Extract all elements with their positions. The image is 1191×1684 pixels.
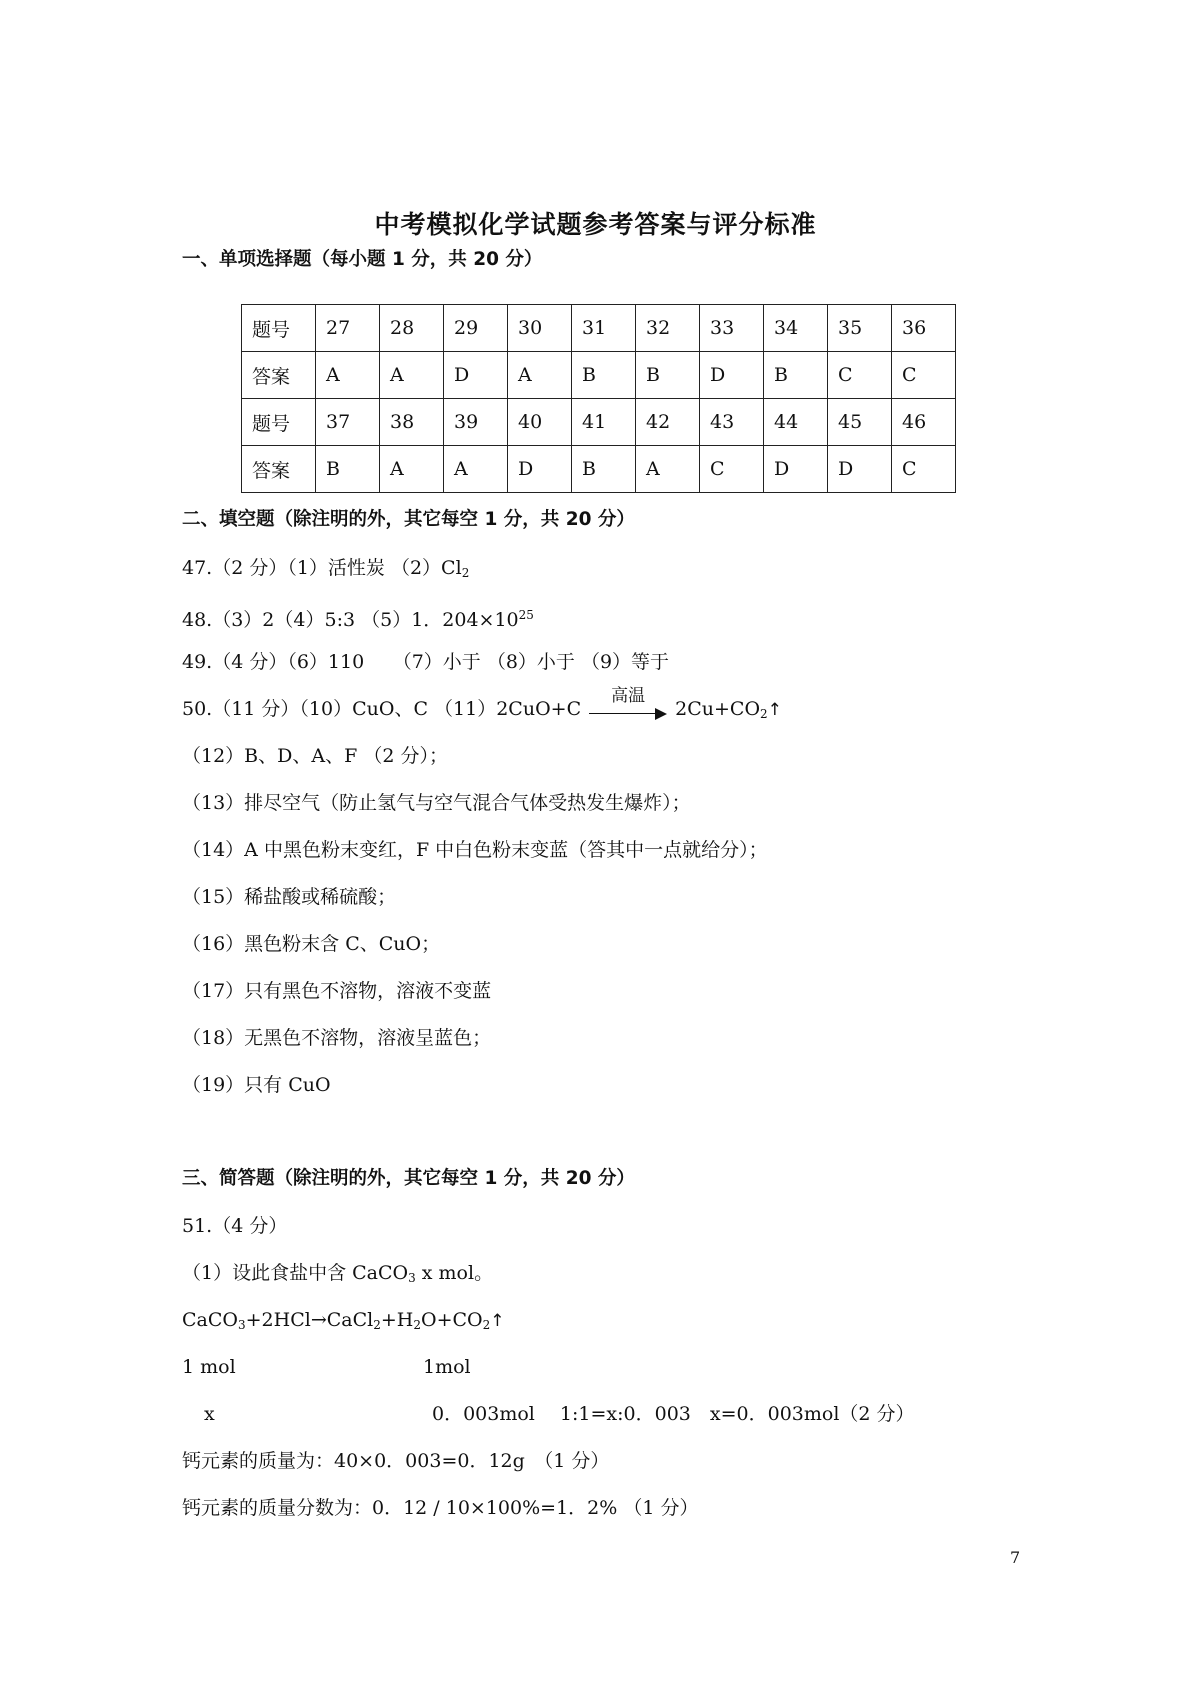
question-number: 30 [508,305,572,352]
equation-part: CaCO [182,1309,238,1331]
question-number: 27 [316,305,380,352]
page-number: 7 [1010,1548,1021,1567]
table-row-answers-1 [242,352,956,399]
gas-arrow-icon: ↑ [767,700,782,720]
answer-cell: C [828,352,892,399]
section-1-heading: 一、单项选择题（每小题 1 分，共 20 分） [182,249,543,270]
table-row-numbers-1 [242,305,956,352]
arrow-shaft [589,713,657,714]
answer-cell: B [764,352,828,399]
answer-cell: A [380,352,444,399]
row-label-answer: 答案 [242,446,316,493]
answer-cell: B [316,446,380,493]
question-number: 33 [700,305,764,352]
page-title: 中考模拟化学试题参考答案与评分标准 [374,210,817,239]
superscript: 25 [518,608,534,622]
answer-50-products: 2Cu+CO [675,698,761,720]
answer-51: 51.（4 分） [182,1215,288,1237]
row-label-number: 题号 [242,305,316,352]
answer-48-text: 48.（3）2（4）5:3 （5）1．204×10 [182,609,519,631]
answer-50-reactants: 50.（11 分）（10）CuO、C （11）2CuO+C [182,698,582,720]
question-number: 28 [380,305,444,352]
question-number: 35 [828,305,892,352]
ratio-left-bottom: x [204,1403,215,1425]
subscript: 2 [461,566,470,580]
answer-cell: B [572,446,636,493]
answer-line: （15）稀盐酸或稀硫酸； [182,886,397,908]
answer-49: 49.（4 分）（6）110 （7）小于 （8）小于 （9）等于 [182,651,670,673]
answer-cell: D [828,446,892,493]
equation-part: +H [380,1309,414,1331]
answer-cell: D [508,446,572,493]
answer-50 [182,686,782,726]
row-label-number: 题号 [242,399,316,446]
question-number: 39 [444,399,508,446]
question-number: 36 [892,305,956,352]
subscript: 2 [413,1318,421,1332]
answer-cell: C [700,446,764,493]
question-number: 38 [380,399,444,446]
answer-cell: A [316,352,380,399]
subscript: 2 [482,1318,491,1332]
question-number: 42 [636,399,700,446]
setup-suffix: x mol。 [415,1262,494,1284]
reaction-condition: 高温 [611,686,646,706]
question-number: 45 [828,399,892,446]
answer-line: （14）A 中黑色粉末变红，F 中白色粉末变蓝（答其中一点就给分）； [182,839,768,861]
subscript: 3 [408,1271,416,1285]
question-number: 34 [764,305,828,352]
subscript: 3 [237,1318,246,1332]
question-number: 32 [636,305,700,352]
question-number: 46 [892,399,956,446]
answer-table [241,304,956,493]
answer-cell: D [444,352,508,399]
calcium-mass: 钙元素的质量为：40×0．003=0．12g （1 分） [182,1450,610,1472]
answer-cell: A [508,352,572,399]
answer-cell: D [700,352,764,399]
section-2-heading: 二、填空题（除注明的外，其它每空 1 分，共 20 分） [182,509,635,530]
answer-cell: C [892,446,956,493]
answer-cell: B [636,352,700,399]
answer-cell: D [764,446,828,493]
gas-arrow-icon: ↑ [490,1311,505,1331]
section-3-heading: 三、简答题（除注明的外，其它每空 1 分，共 20 分） [182,1168,635,1189]
answer-line: （16）黑色粉末含 C、CuO； [182,933,441,955]
answer-line: （17）只有黑色不溶物，溶液不变蓝 [182,980,492,1002]
answer-line: （12）B、D、A、F （2 分）； [182,745,448,767]
answer-cell: A [380,446,444,493]
setup-text: （1）设此食盐中含 CaCO [182,1262,409,1284]
question-number: 41 [572,399,636,446]
calcium-mass-fraction: 钙元素的质量分数为：0．12 / 10×100%=1．2% （1 分） [182,1497,699,1519]
answer-cell: C [892,352,956,399]
table-row-answers-2 [242,446,956,493]
ratio-right-top: 1mol [423,1356,471,1378]
ratio-right-bottom: 0．003mol 1:1=x:0．003 x=0．003mol（2 分） [432,1403,915,1425]
row-label-answer: 答案 [242,352,316,399]
reaction-arrow [587,686,669,722]
answer-line: （13）排尽空气（防止氢气与空气混合气体受热发生爆炸）； [182,792,691,814]
subscript: 2 [760,707,768,721]
ratio-left-top: 1 mol [182,1356,236,1378]
answer-line: （19）只有 CuO [182,1074,331,1096]
table-row-numbers-2 [242,399,956,446]
answer-cell: B [572,352,636,399]
setup-line [182,1261,493,1290]
answer-cell: A [636,446,700,493]
equation-part: O+CO [421,1309,483,1331]
arrow-head-icon [655,708,667,720]
question-number: 37 [316,399,380,446]
answer-line: （18）无黑色不溶物，溶液呈蓝色； [182,1027,492,1049]
question-number: 43 [700,399,764,446]
question-number: 29 [444,305,508,352]
question-number: 44 [764,399,828,446]
question-number: 31 [572,305,636,352]
answer-47 [182,556,469,585]
question-number: 40 [508,399,572,446]
subscript: 2 [373,1318,381,1332]
answer-47-text: 47.（2 分）（1）活性炭 （2）Cl [182,557,462,579]
answer-48 [182,603,534,632]
equation-part: +2HCl→CaCl [245,1309,374,1331]
chemical-equation [182,1308,505,1337]
answer-cell: A [444,446,508,493]
